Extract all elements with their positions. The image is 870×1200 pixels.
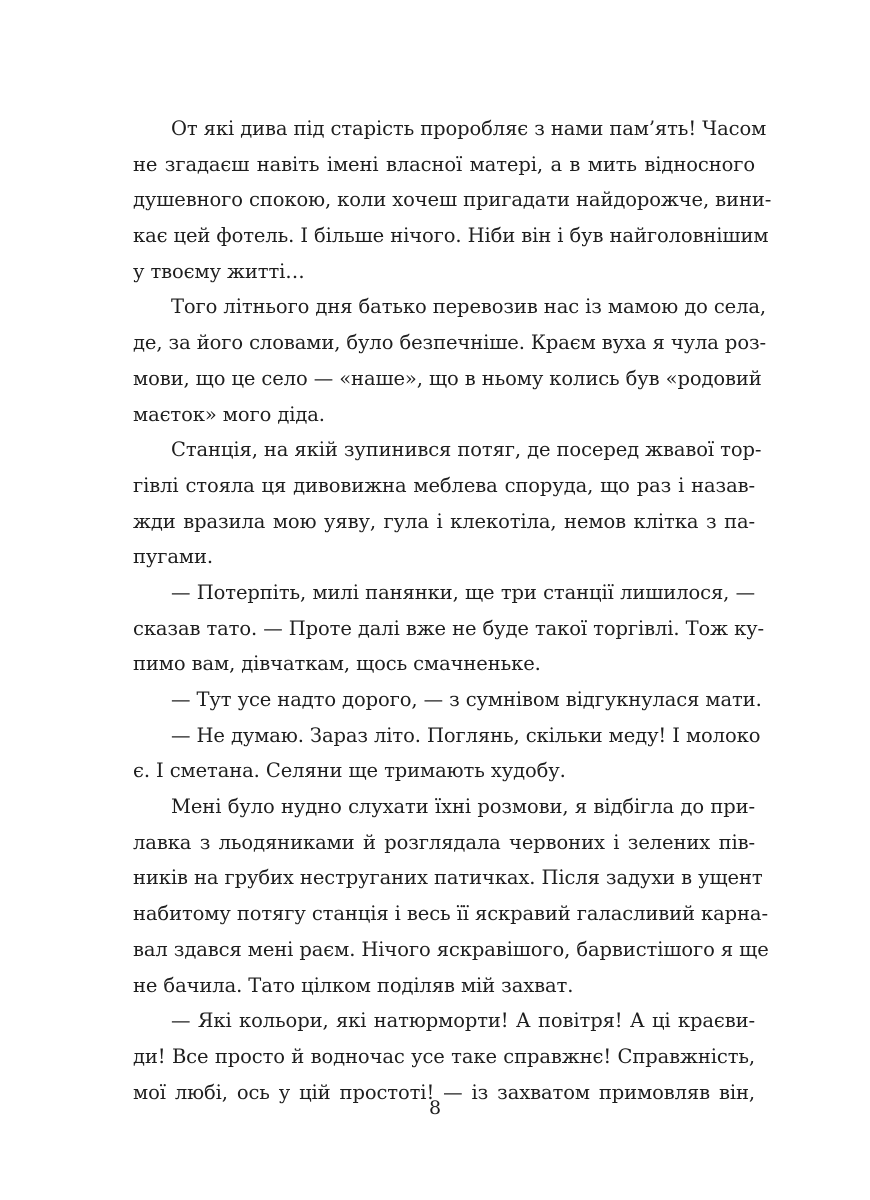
text-line: мови, що це село — «наше», що в ньому колись був «родовий xyxy=(133,366,762,390)
text-line: Станція, на якій зупинився потяг, де посеред жвавої тор- xyxy=(171,438,762,462)
text-line: — Які кольори, які натюрморти! А повітря! А ці краєви- xyxy=(171,1009,755,1033)
text-line: Того літнього дня батько перевозив нас із мамою до села, xyxy=(171,295,767,319)
text-line: — Не думаю. Зараз літо. Поглянь, скільки меду! І молоко xyxy=(171,723,761,747)
text-line: маєток» мого діда. xyxy=(133,402,325,426)
page-number: 8 xyxy=(428,1097,442,1119)
text-line: ників на грубих неструганих патичках. Після задухи в ущент xyxy=(133,866,763,890)
text-line: сказав тато. — Проте далі вже не буде такої торгівлі. Тож ку- xyxy=(133,616,765,640)
text-line: гівлі стояла ця дивовижна меблева споруда, що раз і назав- xyxy=(133,473,755,497)
text-line: не бачила. Тато цілком поділяв мій захват. xyxy=(133,973,574,997)
text-line: пугами. xyxy=(133,545,213,569)
text-line: є. І сметана. Селяни ще тримають худобу. xyxy=(133,759,566,783)
text-line: вал здався мені раєм. Нічого яскравішого, барвистішого я ще xyxy=(133,937,769,961)
text-line: От які дива під старість проробляє з нами пам’ять! Часом xyxy=(171,117,767,140)
text-line: не згадаєш навіть імені власної матері, а в мить відносного xyxy=(133,152,755,176)
text-line: — Тут усе надто дорого, — з сумнівом відгукнулася мати. xyxy=(171,688,762,711)
body-text xyxy=(133,111,772,1110)
text-line: жди вразила мою уяву, гула і клекотіла, немов клітка з па- xyxy=(133,509,755,533)
text-line: лавка з льодяниками й розглядала червоних і зелених пів- xyxy=(133,830,755,854)
text-line: Мені було нудно слухати їхні розмови, я відбігла до при- xyxy=(171,795,755,819)
text-line: пимо вам, дівчаткам, щось смачненьке. xyxy=(133,652,541,676)
text-line: — Потерпіть, милі панянки, ще три станції лишилося, — xyxy=(171,580,755,604)
text-line: кає цей фотель. І більше нічого. Ніби він і був найголовнішим xyxy=(133,224,769,248)
text-line: у твоєму житті… xyxy=(133,259,305,283)
text-line: мої любі, ось у цій простоті! — із захватом примовляв він, xyxy=(133,1080,755,1104)
text-line: набитому потягу станція і весь її яскравий галасливий карна- xyxy=(133,902,768,926)
text-line: де, за його словами, було безпечніше. Краєм вуха я чула роз- xyxy=(133,331,766,355)
text-line: ди! Все просто й водночас усе таке справжнє! Справжність, xyxy=(133,1044,755,1068)
text-line: душевного спокою, коли хочеш пригадати найдорожче, вини- xyxy=(133,188,772,212)
